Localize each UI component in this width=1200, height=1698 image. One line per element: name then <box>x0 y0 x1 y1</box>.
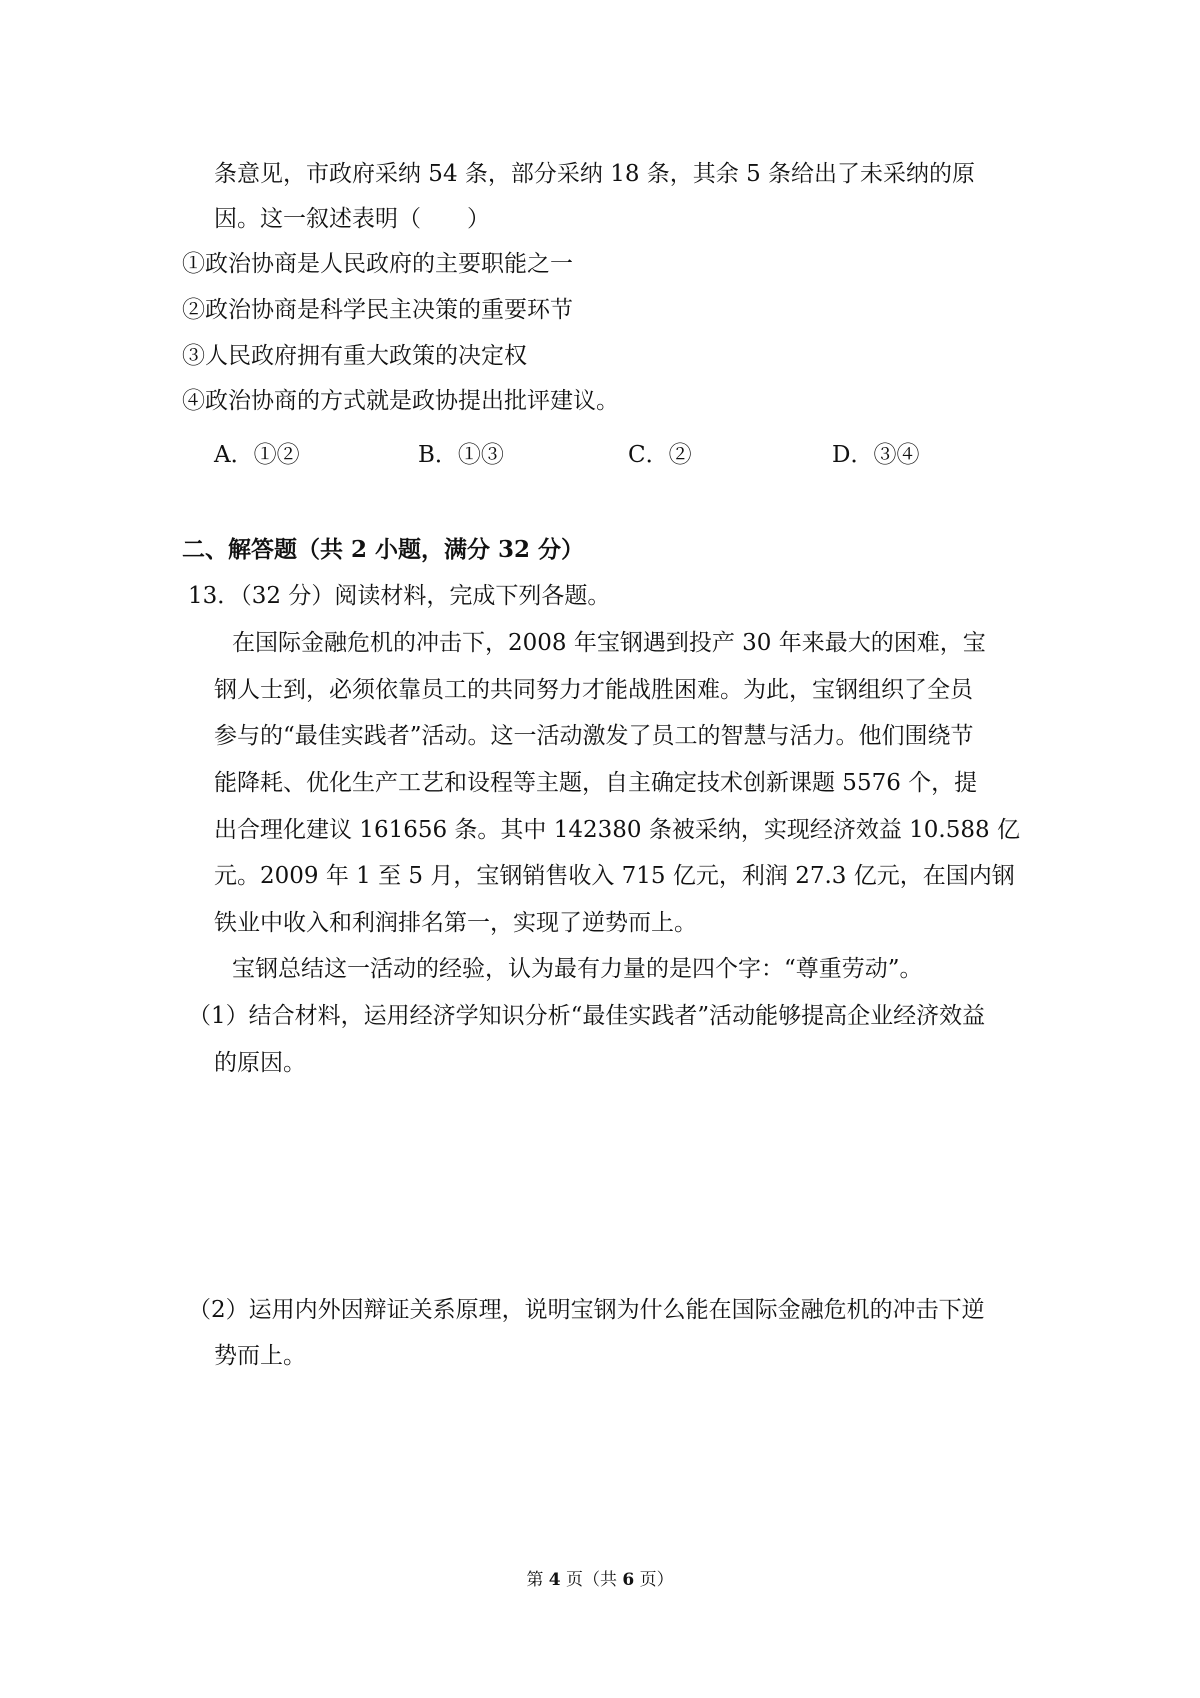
q12-option-b: B．①③ <box>418 442 504 468</box>
q12-statement-4: ④政治协商的方式就是政协提出批评建议。 <box>182 388 619 414</box>
q13-sub1-line2: 的原因。 <box>214 1050 306 1076</box>
q13-material-line3: 参与的“最佳实践者”活动。这一活动激发了员工的智慧与活力。他们围绕节 <box>214 723 974 749</box>
q13-material-line7: 铁业中收入和利润排名第一，实现了逆势而上。 <box>214 910 697 936</box>
footer-suffix: 页） <box>634 1570 674 1590</box>
q13-material-line1: 在国际金融危机的冲击下，2008 年宝钢遇到投产 30 年来最大的困难，宝 <box>232 630 986 656</box>
q13-header: 13．（32 分）阅读材料，完成下列各题。 <box>188 583 611 609</box>
q13-material-line8: 宝钢总结这一活动的经验，认为最有力量的是四个字：“尊重劳动”。 <box>232 956 923 982</box>
q12-stem-line1: 条意见，市政府采纳 54 条，部分采纳 18 条，其余 5 条给出了未采纳的原 <box>214 161 976 187</box>
q13-material-line5: 出合理化建议 161656 条。其中 142380 条被采纳，实现经济效益 10.588 亿 <box>214 817 1020 843</box>
footer-prefix: 第 <box>526 1570 549 1590</box>
q12-statement-3: ③人民政府拥有重大政策的决定权 <box>182 343 527 369</box>
q13-material-line6: 元。2009 年 1 至 5 月，宝钢销售收入 715 亿元，利润 27.3 亿元，在国内钢 <box>214 863 1015 889</box>
footer-page-total: 6 <box>622 1570 635 1590</box>
page-footer <box>0 1568 1200 1592</box>
q13-material-line2: 钢人士到，必须依靠员工的共同努力才能战胜困难。为此，宝钢组织了全员 <box>214 677 973 703</box>
q13-sub2-line1: （2）运用内外因辩证关系原理，说明宝钢为什么能在国际金融危机的冲击下逆 <box>188 1297 985 1323</box>
q13-material-line4: 能降耗、优化生产工艺和设程等主题，自主确定技术创新课题 5576 个，提 <box>214 770 978 796</box>
footer-mid: 页（共 <box>560 1570 623 1590</box>
q12-stem-line2: 因。这一叙述表明（ ） <box>214 206 490 232</box>
q12-option-a: A．①② <box>214 442 300 468</box>
footer-page-number: 4 <box>548 1570 561 1590</box>
q13-sub2-line2: 势而上。 <box>214 1343 306 1369</box>
section2-heading: 二、解答题（共 2 小题，满分 32 分） <box>182 536 585 563</box>
q12-option-c: C．② <box>628 442 692 468</box>
q12-statement-2: ②政治协商是科学民主决策的重要环节 <box>182 297 573 323</box>
q12-option-d: D．③④ <box>832 442 920 468</box>
q12-statement-1: ①政治协商是人民政府的主要职能之一 <box>182 251 573 277</box>
q13-sub1-line1: （1）结合材料，运用经济学知识分析“最佳实践者”活动能够提高企业经济效益 <box>188 1003 986 1029</box>
